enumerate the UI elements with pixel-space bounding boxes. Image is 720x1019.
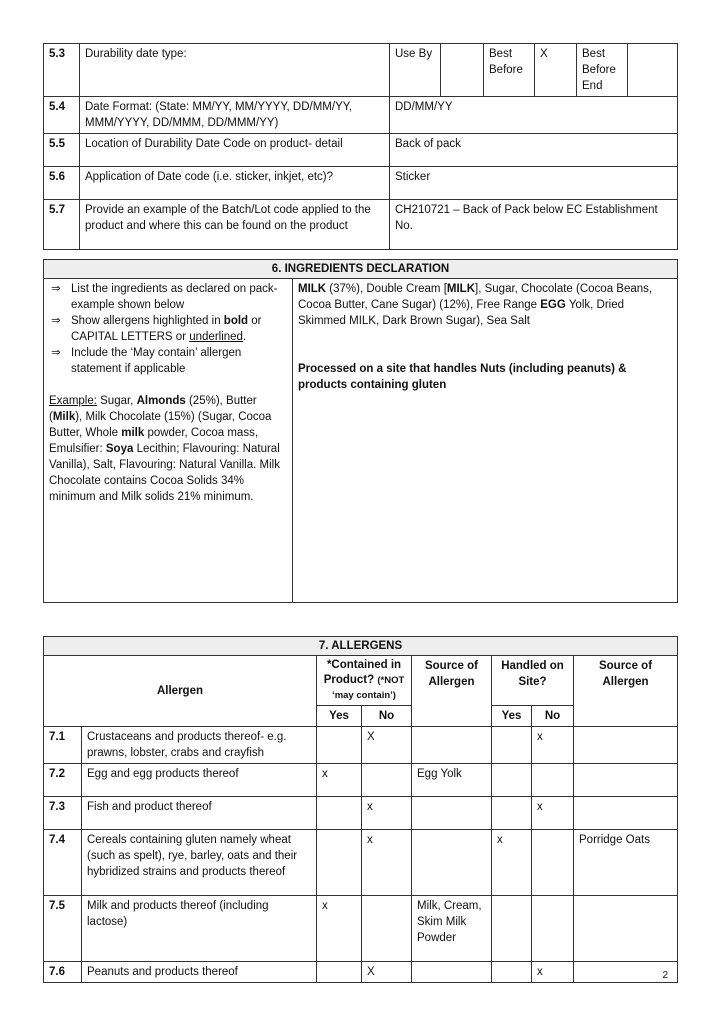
- site-allergen-source[interactable]: [574, 797, 678, 830]
- contained-no[interactable]: [362, 764, 412, 797]
- row-number: 5.6: [44, 167, 80, 200]
- table-row: [44, 797, 678, 830]
- row-value[interactable]: Sticker: [390, 167, 678, 200]
- table-row: [44, 134, 678, 167]
- site-allergen-source[interactable]: [574, 727, 678, 764]
- allergen-name: Crustaceans and products thereof- e.g. prawns, lobster, crabs and crayfish: [82, 727, 317, 764]
- row-value[interactable]: DD/MM/YY: [390, 97, 678, 134]
- handled-yes[interactable]: [492, 727, 532, 764]
- ingredients-table: [43, 259, 678, 603]
- row-number: 7.6: [44, 962, 82, 983]
- col-header-contained: *Contained in Product? (*NOT ‘may contain’): [317, 656, 412, 706]
- handled-yes[interactable]: [492, 962, 532, 983]
- ingredients-declaration: MILK (37%), Double Cream [MILK], Sugar, Chocolate (Cocoa Beans, Cocoa Butter, Cane Sugar) (12%), Free Range EGG Yolk, Dried Skimmed MILK, Dark Brown Sugar), Sea Salt: [298, 283, 653, 327]
- table-header-row: [44, 260, 678, 279]
- row-number: 7.1: [44, 727, 82, 764]
- contained-no[interactable]: x: [362, 830, 412, 896]
- col-header-allergen: Allergen: [44, 656, 317, 727]
- ingredients-declaration-cell[interactable]: [293, 279, 678, 603]
- col-header-no: No: [532, 706, 574, 727]
- handled-no[interactable]: x: [532, 797, 574, 830]
- table-row: [44, 727, 678, 764]
- table-row: [44, 764, 678, 797]
- allergen-source[interactable]: Milk, Cream, Skim Milk Powder: [412, 896, 492, 962]
- row-number: 5.3: [44, 44, 80, 97]
- handled-no[interactable]: [532, 896, 574, 962]
- ingredients-instructions: [44, 279, 293, 603]
- row-number: 5.5: [44, 134, 80, 167]
- row-number: 7.5: [44, 896, 82, 962]
- row-label: Durability date type:: [80, 44, 390, 97]
- contained-no[interactable]: X: [362, 727, 412, 764]
- instruction-list: [49, 281, 287, 377]
- contained-yes[interactable]: [317, 830, 362, 896]
- table-row: [44, 200, 678, 250]
- contained-yes[interactable]: x: [317, 764, 362, 797]
- durability-table: [43, 43, 678, 250]
- table-row: [44, 44, 678, 97]
- table-row: [44, 896, 678, 962]
- site-allergen-source[interactable]: Porridge Oats: [574, 830, 678, 896]
- handled-yes[interactable]: x: [492, 830, 532, 896]
- may-contain-statement: Processed on a site that handles Nuts (including peanuts) & products containing gluten: [298, 363, 627, 391]
- page-number: 2: [662, 970, 668, 981]
- row-value[interactable]: Back of pack: [390, 134, 678, 167]
- handled-no[interactable]: x: [532, 962, 574, 983]
- col-header-source: Source of Allergen: [412, 656, 492, 727]
- table-row: [44, 97, 678, 134]
- table-header-row: [44, 637, 678, 656]
- site-allergen-source[interactable]: [574, 764, 678, 797]
- option-best-before-mark[interactable]: X: [535, 44, 577, 97]
- section-heading: 7. ALLERGENS: [44, 637, 678, 656]
- handled-no[interactable]: x: [532, 727, 574, 764]
- table-row: [44, 167, 678, 200]
- col-header-handled: Handled on Site?: [492, 656, 574, 706]
- col-header-yes: Yes: [492, 706, 532, 727]
- row-number: 7.2: [44, 764, 82, 797]
- option-best-before-end: Best Before End: [577, 44, 628, 97]
- col-header-source-2: Source of Allergen: [574, 656, 678, 727]
- example-label: Example:: [49, 395, 97, 407]
- allergen-name: Milk and products thereof (including lactose): [82, 896, 317, 962]
- handled-yes[interactable]: [492, 896, 532, 962]
- allergen-source[interactable]: Egg Yolk: [412, 764, 492, 797]
- option-use-by: Use By: [390, 44, 441, 97]
- allergen-source[interactable]: [412, 727, 492, 764]
- example-text: Example: Sugar, Almonds (25%), Butter (Milk), Milk Chocolate (15%) (Sugar, Cocoa Butter, Whole milk powder, Cocoa mass, Emulsifier: Soya Lecithin; Flavouring: Natural Vanilla), Salt, Flavouring: Natural Vanilla. Milk Chocolate contains Cocoa Solids 34% minimum and Milk solids 21% minimum.: [49, 395, 280, 503]
- handled-no[interactable]: [532, 764, 574, 797]
- contained-no[interactable]: X: [362, 962, 412, 983]
- option-best-before: Best Before: [484, 44, 535, 97]
- allergen-name: Egg and egg products thereof: [82, 764, 317, 797]
- site-allergen-source[interactable]: [574, 896, 678, 962]
- option-best-before-end-mark[interactable]: [628, 44, 678, 97]
- row-label: Application of Date code (i.e. sticker, inkjet, etc)?: [80, 167, 390, 200]
- row-label: Date Format: (State: MM/YY, MM/YYYY, DD/MM/YY, MMM/YYYY, DD/MMM, DD/MMM/YY): [80, 97, 390, 134]
- row-number: 7.3: [44, 797, 82, 830]
- allergen-source[interactable]: [412, 830, 492, 896]
- allergen-name: Peanuts and products thereof: [82, 962, 317, 983]
- contained-no[interactable]: x: [362, 797, 412, 830]
- table-header-row: [44, 656, 678, 706]
- allergen-source[interactable]: [412, 962, 492, 983]
- row-number: 7.4: [44, 830, 82, 896]
- contained-yes[interactable]: [317, 962, 362, 983]
- allergen-name: Fish and product thereof: [82, 797, 317, 830]
- instruction-item: ⇒ Show allergens highlighted in bold or CAPITAL LETTERS or underlined.: [49, 313, 287, 345]
- contained-no[interactable]: [362, 896, 412, 962]
- table-row: [44, 962, 678, 983]
- row-number: 5.7: [44, 200, 80, 250]
- allergens-table: [43, 636, 678, 983]
- row-number: 5.4: [44, 97, 80, 134]
- section-heading: 6. INGREDIENTS DECLARATION: [44, 260, 678, 279]
- col-header-no: No: [362, 706, 412, 727]
- table-row: [44, 279, 678, 603]
- contained-yes[interactable]: [317, 797, 362, 830]
- allergen-source[interactable]: [412, 797, 492, 830]
- handled-no[interactable]: [532, 830, 574, 896]
- row-value[interactable]: CH210721 – Back of Pack below EC Establishment No.: [390, 200, 678, 250]
- contained-yes[interactable]: x: [317, 896, 362, 962]
- option-use-by-mark[interactable]: [441, 44, 484, 97]
- contained-yes[interactable]: [317, 727, 362, 764]
- instruction-item: ⇒ Include the ‘May contain’ allergen statement if applicable: [49, 345, 287, 377]
- handled-yes[interactable]: [492, 764, 532, 797]
- row-label: Provide an example of the Batch/Lot code applied to the product and where this can be found on the product: [80, 200, 390, 250]
- instruction-item: ⇒ List the ingredients as declared on pack- example shown below: [49, 281, 287, 313]
- table-row: [44, 830, 678, 896]
- col-header-yes: Yes: [317, 706, 362, 727]
- allergen-name: Cereals containing gluten namely wheat (such as spelt), rye, barley, oats and their hybridized strains and products thereof: [82, 830, 317, 896]
- handled-yes[interactable]: [492, 797, 532, 830]
- row-label: Location of Durability Date Code on product- detail: [80, 134, 390, 167]
